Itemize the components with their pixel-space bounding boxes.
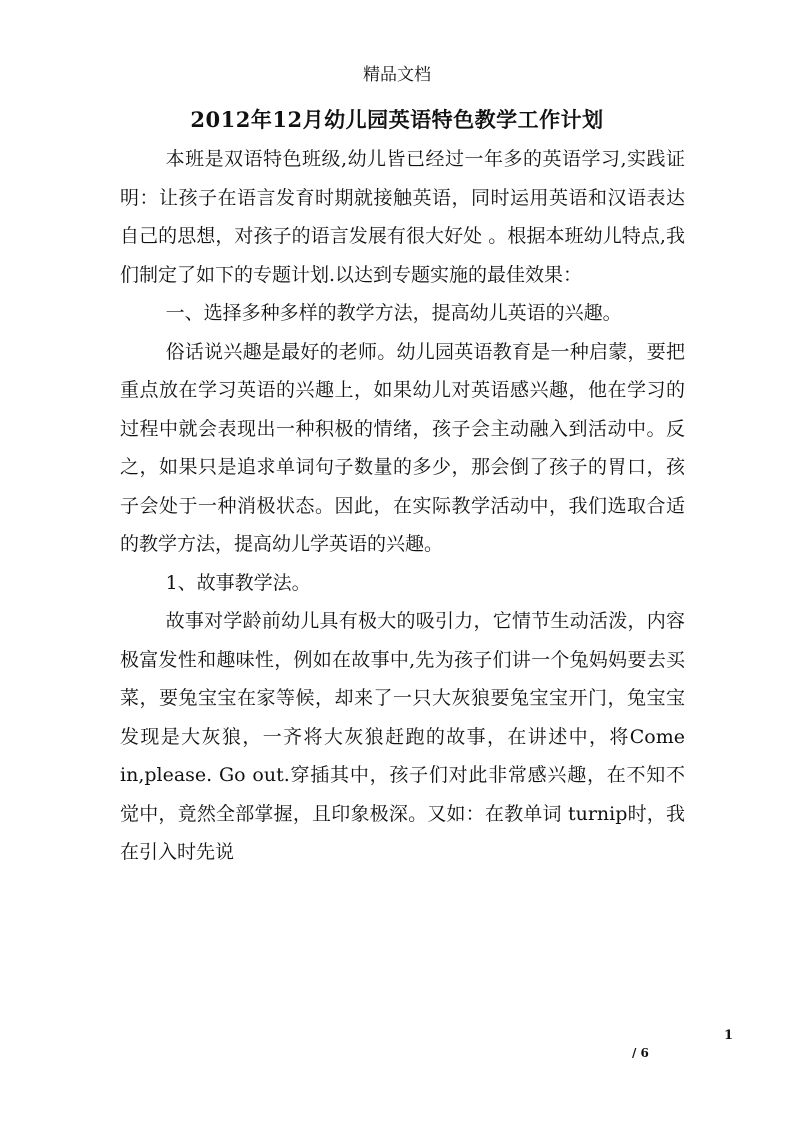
document-body	[120, 140, 685, 872]
page-header: 精品文档	[363, 65, 431, 85]
section-heading-1: 一、选择多种多样的教学方法，提高幼儿英语的兴趣。	[165, 302, 622, 324]
paragraph-story: 故事对学龄前幼儿具有极大的吸引力，它情节生动活泼，内容极富发性和趣味性，例如在故事中,先为孩子们讲一个兔妈妈要去买菜，要兔宝宝在家等候，却来了一只大灰狼要兔宝宝开门，兔宝宝发现是大灰狼，一齐将大灰狼赶跑的故事，在讲述中，将Come in,please. Go out.穿插其中，孩子们对此非常感兴趣，在不知不觉中，竟然全部掌握，且印象极深。又如：在教单词 turnip时，我在引入时先说	[120, 610, 685, 863]
page-total: / 6	[632, 1046, 649, 1060]
paragraph-interest: 俗话说兴趣是最好的老师。幼儿园英语教育是一种启蒙，要把重点放在学习英语的兴趣上，如果幼儿对英语感兴趣，他在学习的过程中就会表现出一种积极的情绪，孩子会主动融入到活动中。反之，如果只是追求单词句子数量的多少，那会倒了孩子的胃口，孩子会处于一种消极状态。因此，在实际教学活动中，我们选取合适的教学方法，提高幼儿学英语的兴趣。	[120, 340, 685, 555]
page-number: 1	[724, 1028, 734, 1043]
document-title: 2012年12月幼儿园英语特色教学工作计划	[190, 107, 604, 132]
paragraph-intro: 本班是双语特色班级,幼儿皆已经过一年多的英语学习,实践证明：让孩子在语言发育时期就接触英语，同时运用英语和汉语表达自己的思想，对孩子的语言发展有很大好处 。根据本班幼儿特点,我们制定了如下的专题计划.以达到专题实施的最佳效果：	[120, 148, 685, 286]
subsection-heading-1: 1、故事教学法。	[165, 571, 311, 594]
